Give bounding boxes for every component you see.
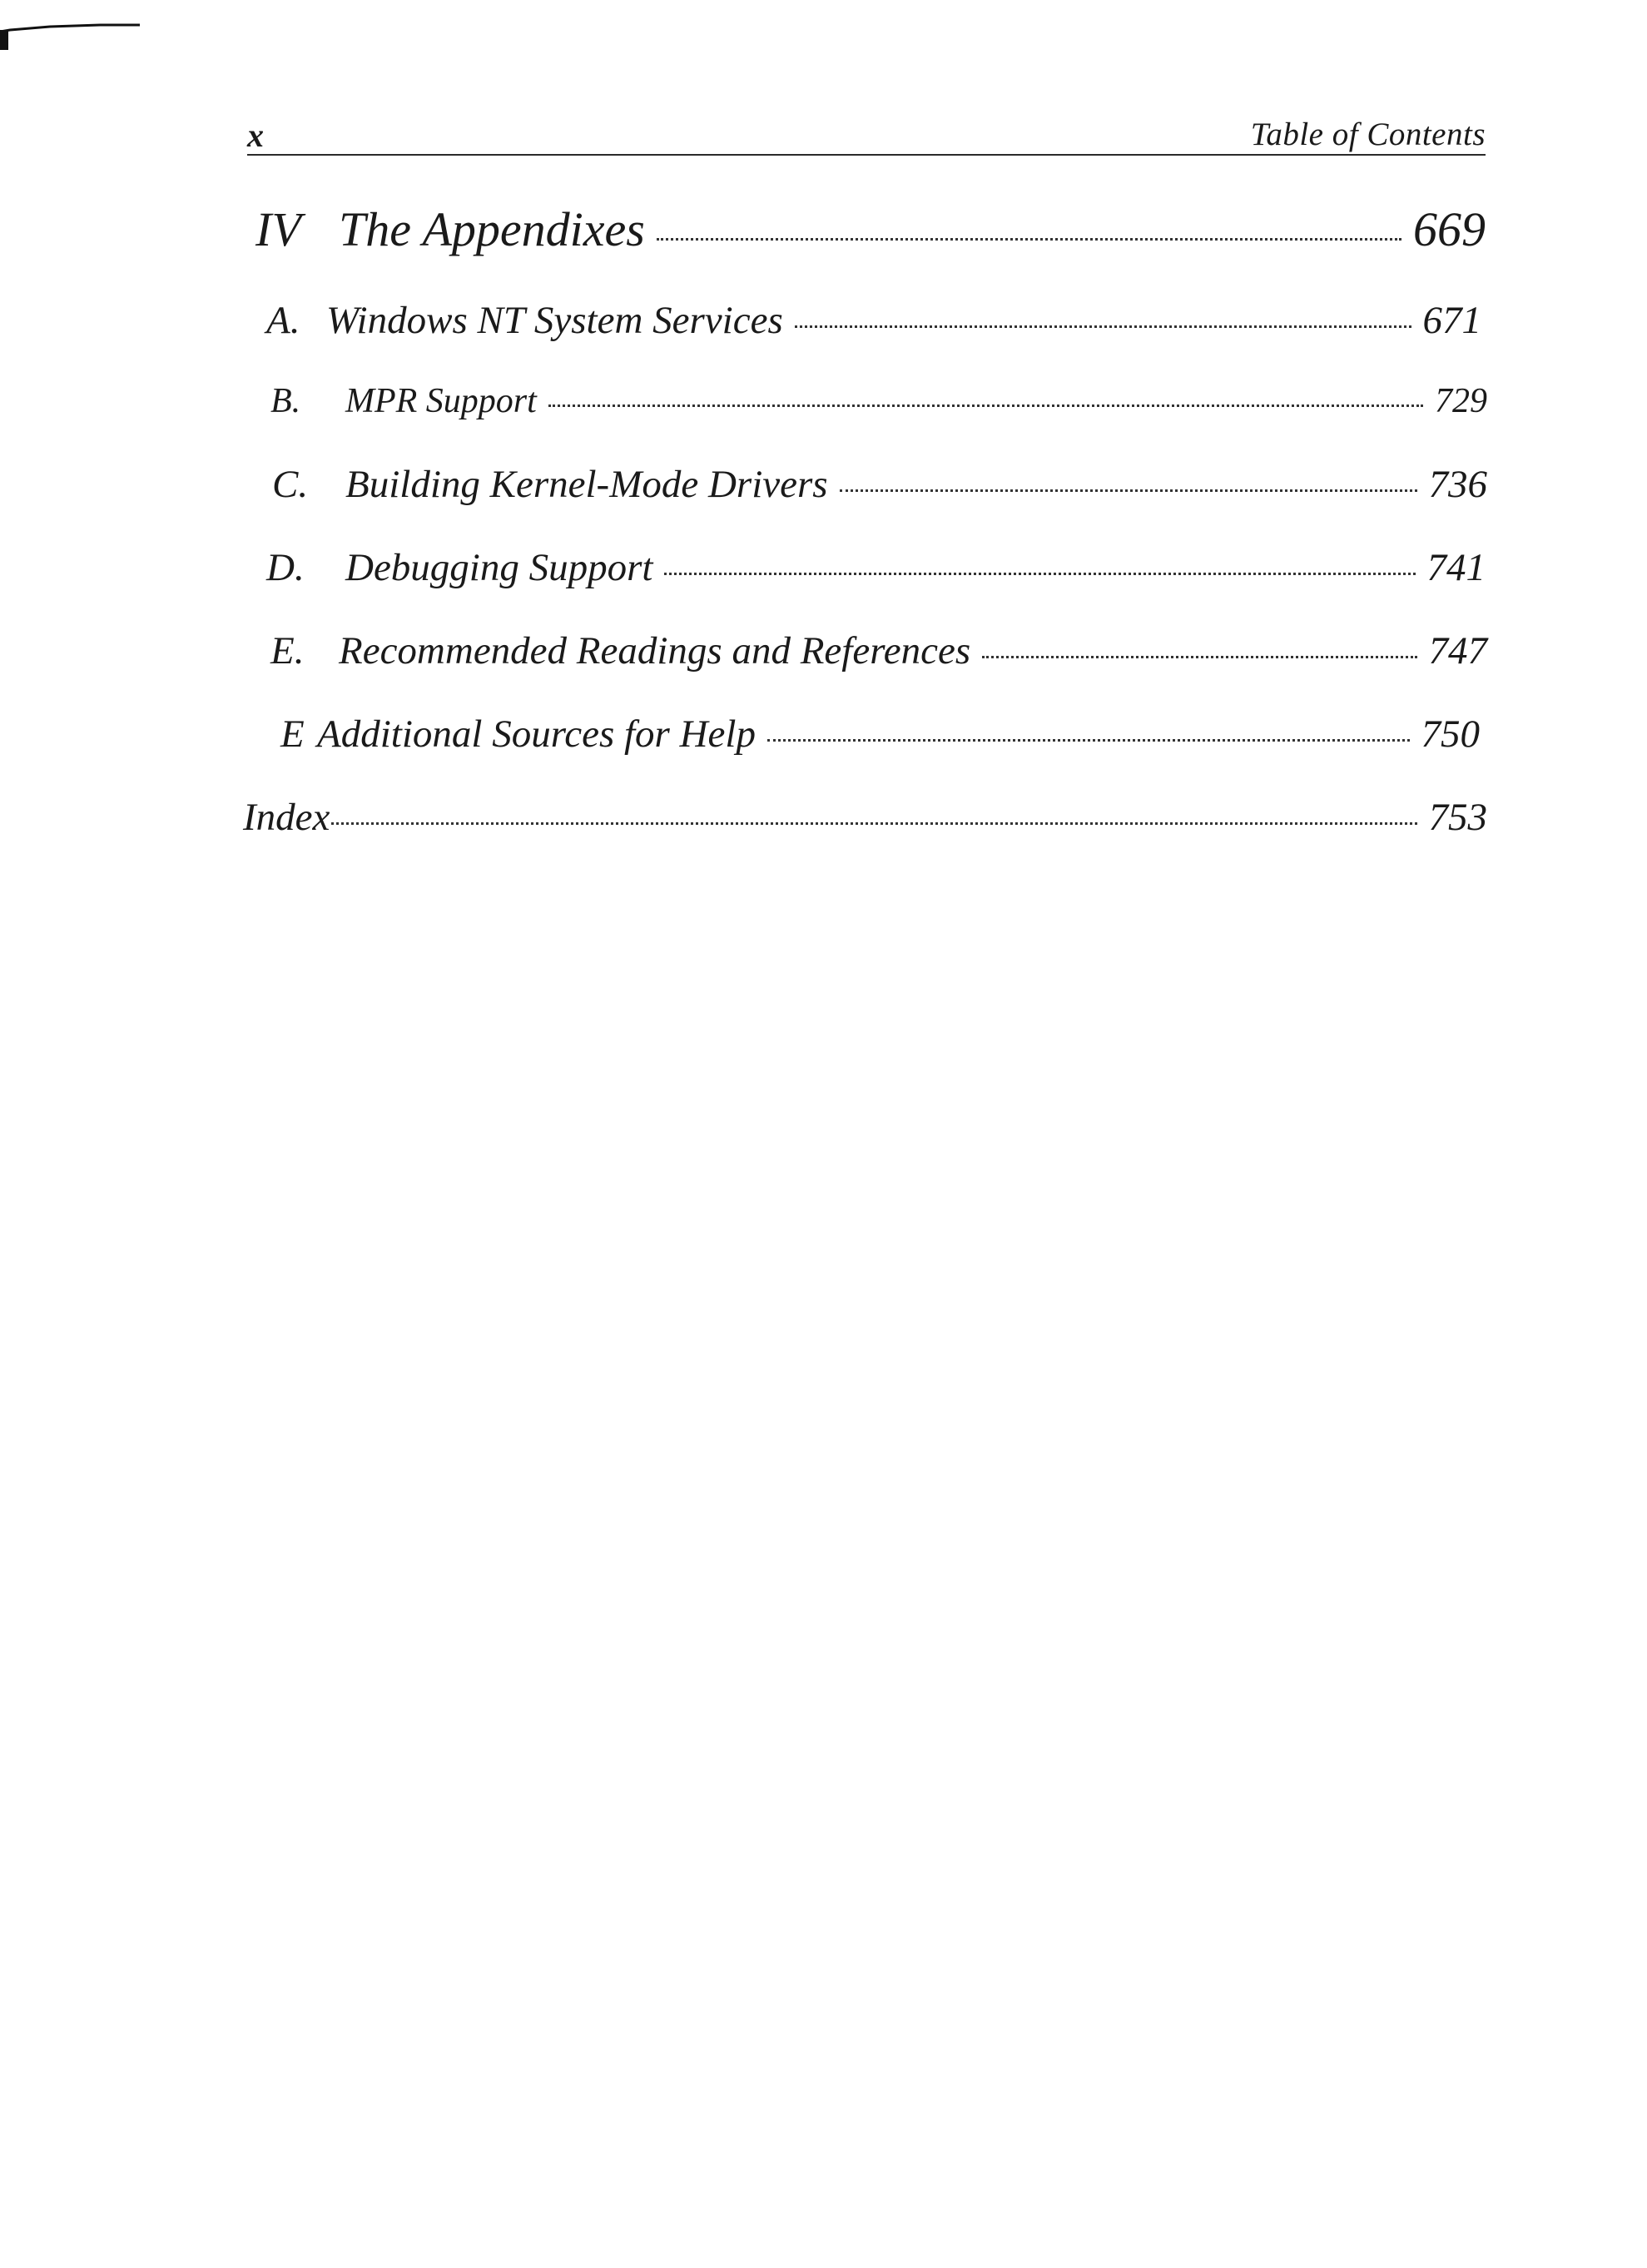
entry-title: Building Kernel-Mode Drivers [345, 463, 828, 506]
toc-index-entry [243, 795, 1487, 840]
dot-leader [840, 489, 1417, 492]
part-page: 669 [1413, 202, 1486, 256]
dot-leader [982, 656, 1416, 658]
index-title: Index [243, 796, 330, 839]
entry-page: 736 [1428, 463, 1487, 506]
entry-label: E. [270, 629, 305, 672]
entry-title: MPR Support [345, 382, 537, 420]
part-number: IV [255, 202, 301, 256]
toc-entry [272, 462, 1487, 507]
dot-leader [767, 739, 1410, 742]
entry-title: Debugging Support [345, 546, 653, 589]
toc-entry [266, 545, 1486, 590]
dot-leader [331, 822, 1416, 825]
dot-leader [664, 573, 1415, 575]
entry-label: D. [266, 546, 305, 589]
header-rule [247, 154, 1486, 156]
entry-page: 741 [1426, 546, 1486, 589]
entry-label: B. [270, 382, 301, 420]
entry-title: Additional Sources for Help [317, 712, 756, 756]
entry-label: C. [272, 463, 309, 506]
dot-leader [795, 325, 1411, 328]
entry-page: 671 [1422, 299, 1481, 342]
entry-label: A. [266, 299, 300, 342]
dot-leader [548, 404, 1423, 407]
toc-entry [280, 712, 1480, 757]
dot-leader [657, 238, 1401, 241]
page-number: x [247, 117, 264, 154]
toc-entry [270, 381, 1487, 421]
index-page: 753 [1428, 796, 1487, 839]
entry-page: 750 [1421, 712, 1480, 756]
running-title: Table of Contents [1250, 117, 1486, 152]
toc-entry [270, 628, 1487, 673]
entry-page: 747 [1428, 629, 1487, 672]
entry-title: Recommended Readings and References [339, 629, 971, 672]
page-header [247, 110, 1486, 156]
scan-edge-mark [0, 17, 141, 50]
toc-part-heading [255, 201, 1486, 257]
entry-title: Windows NT System Services [326, 299, 783, 342]
part-title: The Appendixes [339, 202, 645, 256]
entry-page: 729 [1435, 382, 1487, 420]
toc-entry [266, 298, 1481, 343]
entry-label: E [280, 712, 305, 756]
